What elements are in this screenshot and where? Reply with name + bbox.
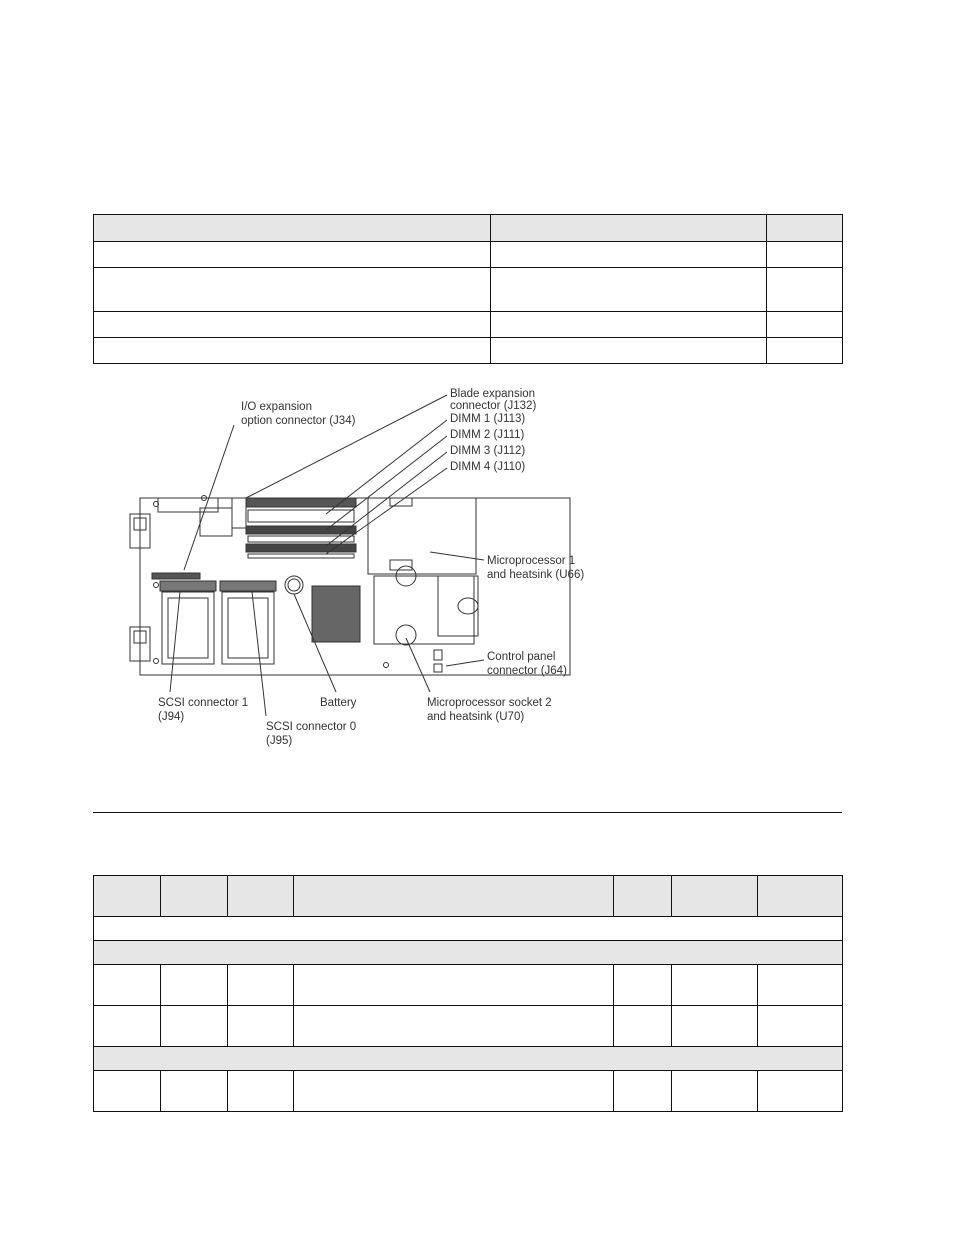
table-row	[94, 1071, 843, 1112]
table-row	[94, 268, 843, 312]
table-row	[94, 1006, 843, 1047]
label-battery: Battery	[320, 697, 357, 709]
section-divider	[93, 812, 842, 813]
label-io-expansion-connector: option connector (J34)	[241, 415, 356, 427]
label-dimm1: DIMM 1 (J113)	[450, 413, 526, 425]
label-scsi-connector-0-id: (J95)	[266, 735, 293, 747]
jumper-table	[93, 875, 843, 1112]
connector-table	[93, 214, 843, 364]
table-group-row	[94, 1047, 843, 1071]
label-dimm4: DIMM 4 (J110)	[450, 461, 526, 473]
label-scsi-connector-1: SCSI connector 1	[158, 697, 249, 709]
label-blade-expansion: Blade expansion	[450, 388, 536, 400]
table-row	[94, 338, 843, 364]
table-row	[94, 242, 843, 268]
label-scsi-connector-1-id: (J94)	[158, 711, 185, 723]
table-header-row	[94, 876, 843, 917]
table-row	[94, 312, 843, 338]
label-dimm3: DIMM 3 (J112)	[450, 445, 526, 457]
table-group-row	[94, 941, 843, 965]
system-board-diagram	[100, 380, 600, 750]
label-dimm2: DIMM 2 (J111)	[450, 429, 525, 441]
label-io-expansion: I/O expansion	[241, 401, 312, 413]
label-microprocessor-socket-2: Microprocessor socket 2	[427, 697, 552, 709]
label-microprocessor-1: Microprocessor 1	[487, 555, 576, 567]
label-blade-expansion-connector: connector (J132)	[450, 400, 537, 412]
label-scsi-connector-0: SCSI connector 0	[266, 721, 357, 733]
label-microprocessor-socket-2-heatsink: and heatsink (U70)	[427, 711, 525, 723]
table-section-row	[94, 917, 843, 941]
table-header-row	[94, 215, 843, 242]
label-control-panel-connector: connector (J64)	[487, 665, 567, 677]
label-control-panel: Control panel	[487, 651, 556, 663]
label-microprocessor-1-heatsink: and heatsink (U66)	[487, 569, 585, 581]
table-row	[94, 965, 843, 1006]
